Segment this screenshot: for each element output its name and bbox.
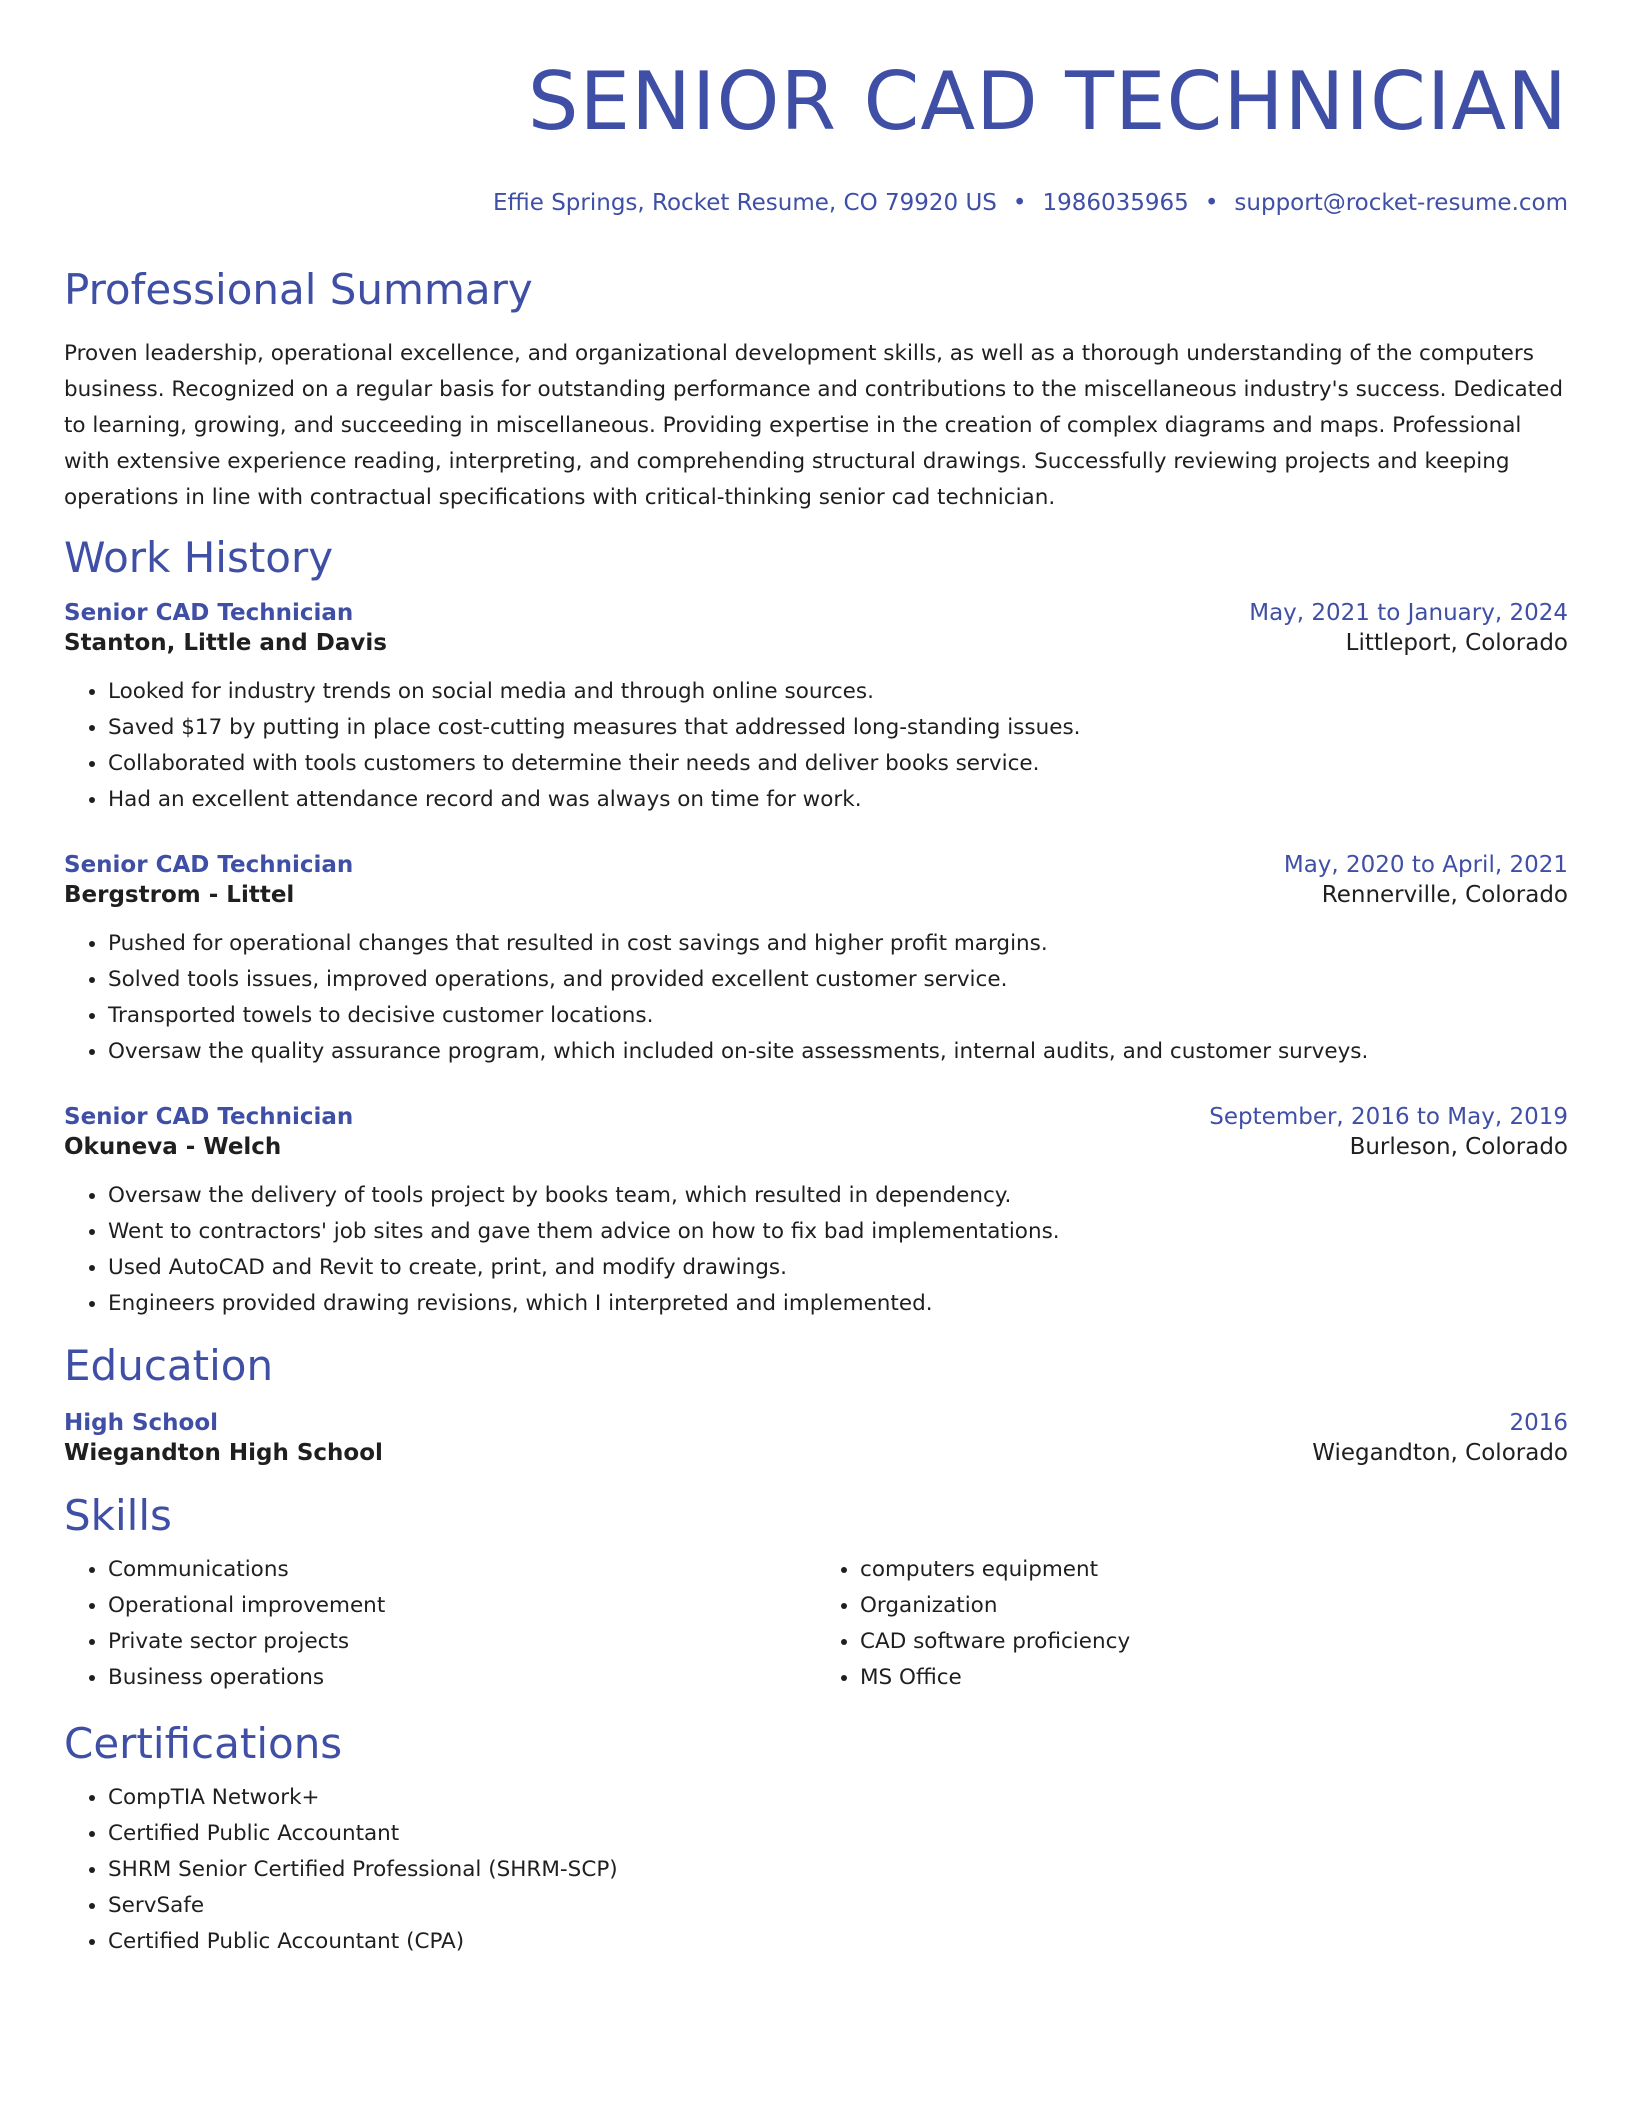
certification-item: • SHRM Senior Certified Professional (SHRM-SCP) bbox=[108, 1852, 1568, 1888]
contact-address: Effie Springs, Rocket Resume, CO 79920 US bbox=[492, 190, 997, 216]
job-dates: September, 2016 to May, 2019 bbox=[1209, 1104, 1568, 1130]
contact-separator: • bbox=[1012, 190, 1027, 216]
job-header-row bbox=[64, 1102, 1568, 1132]
resume-title: SENIOR CAD TECHNICIAN bbox=[527, 55, 1568, 148]
education-degree: High School bbox=[64, 1410, 219, 1436]
certifications-list bbox=[64, 1780, 1568, 1960]
job-header-row bbox=[64, 850, 1568, 880]
job-dates: May, 2021 to January, 2024 bbox=[1249, 600, 1568, 626]
contact-separator: • bbox=[1204, 190, 1219, 216]
contact-email: support@rocket-resume.com bbox=[1234, 190, 1568, 216]
job-employer: Stanton, Little and Davis bbox=[64, 630, 387, 656]
job-employer-row bbox=[64, 880, 1568, 910]
job-bullet: • Saved $17 by putting in place cost-cutting measures that addressed long-standing issues. bbox=[108, 710, 1568, 746]
job-employer-row bbox=[64, 1132, 1568, 1162]
job-entry bbox=[64, 1102, 1568, 1322]
job-bullets bbox=[64, 1178, 1568, 1322]
certification-item: • CompTIA Network+ bbox=[108, 1780, 1568, 1816]
job-entry bbox=[64, 598, 1568, 818]
summary-text: Proven leadership, operational excellence, and organizational development skills, as well as a thorough understanding of the computers business. Recognized on a regular basis for outstanding performance and contributions to the miscellaneous industry's success. Dedicated to learning, growing, and succeeding in miscellaneous. Providing expertise in the creation of complex diagrams and maps. Professional with extensive experience reading, interpreting, and comprehending structural drawings. Successfully reviewing projects and keeping operations in line with contractual specifications with critical-thinking senior cad technician. bbox=[64, 341, 1564, 510]
job-bullet: • Used AutoCAD and Revit to create, print, and modify drawings. bbox=[108, 1250, 1568, 1286]
skill-item: • CAD software proficiency bbox=[860, 1624, 1568, 1660]
skills-list-left bbox=[64, 1552, 816, 1696]
skills-heading: Skills bbox=[64, 1491, 172, 1540]
skill-item: • Operational improvement bbox=[108, 1588, 816, 1624]
job-entry bbox=[64, 850, 1568, 1070]
job-bullet: • Pushed for operational changes that resulted in cost savings and higher profit margins. bbox=[108, 926, 1568, 962]
job-bullet: • Oversaw the quality assurance program, which included on-site assessments, internal audits, and customer surveys. bbox=[108, 1034, 1568, 1070]
job-role: Senior CAD Technician bbox=[64, 852, 354, 878]
job-bullet: • Had an excellent attendance record and was always on time for work. bbox=[108, 782, 1568, 818]
skill-item: • computers equipment bbox=[860, 1552, 1568, 1588]
job-bullet: • Collaborated with tools customers to determine their needs and deliver books service. bbox=[108, 746, 1568, 782]
certification-item: • ServSafe bbox=[108, 1888, 1568, 1924]
job-bullet: • Transported towels to decisive customer locations. bbox=[108, 998, 1568, 1034]
job-employer: Bergstrom - Littel bbox=[64, 882, 295, 908]
education-heading: Education bbox=[64, 1341, 274, 1390]
contact-line bbox=[64, 188, 1568, 218]
certification-item: • Certified Public Accountant (CPA) bbox=[108, 1924, 1568, 1960]
job-role: Senior CAD Technician bbox=[64, 600, 354, 626]
education-header-row bbox=[64, 1408, 1568, 1438]
certification-item: • Certified Public Accountant bbox=[108, 1816, 1568, 1852]
skill-item: • Business operations bbox=[108, 1660, 816, 1696]
job-bullet: • Oversaw the delivery of tools project by books team, which resulted in dependency. bbox=[108, 1178, 1568, 1214]
education-year: 2016 bbox=[1509, 1410, 1568, 1436]
job-bullet: • Solved tools issues, improved operations, and provided excellent customer service. bbox=[108, 962, 1568, 998]
contact-phone: 1986035965 bbox=[1042, 190, 1189, 216]
summary-heading: Professional Summary bbox=[64, 265, 533, 314]
education-entry bbox=[64, 1408, 1568, 1468]
skills-list-right bbox=[816, 1552, 1568, 1696]
job-location: Burleson, Colorado bbox=[1349, 1134, 1568, 1160]
job-bullet: • Went to contractors' job sites and gave them advice on how to fix bad implementations. bbox=[108, 1214, 1568, 1250]
skill-item: • Organization bbox=[860, 1588, 1568, 1624]
job-location: Littleport, Colorado bbox=[1345, 630, 1568, 656]
education-school-row bbox=[64, 1438, 1568, 1468]
skills-grid bbox=[64, 1552, 1568, 1696]
education-school: Wiegandton High School bbox=[64, 1440, 383, 1466]
job-role: Senior CAD Technician bbox=[64, 1104, 354, 1130]
job-bullets bbox=[64, 926, 1568, 1070]
skill-item: • MS Office bbox=[860, 1660, 1568, 1696]
job-dates: May, 2020 to April, 2021 bbox=[1283, 852, 1568, 878]
skill-item: • Private sector projects bbox=[108, 1624, 816, 1660]
skill-item: • Communications bbox=[108, 1552, 816, 1588]
job-bullet: • Looked for industry trends on social media and through online sources. bbox=[108, 674, 1568, 710]
job-location: Rennerville, Colorado bbox=[1321, 882, 1568, 908]
job-bullets bbox=[64, 674, 1568, 818]
job-employer-row bbox=[64, 628, 1568, 658]
job-header-row bbox=[64, 598, 1568, 628]
job-employer: Okuneva - Welch bbox=[64, 1134, 282, 1160]
certifications-heading: Certifications bbox=[64, 1719, 343, 1768]
work-history-heading: Work History bbox=[64, 533, 334, 582]
education-location: Wiegandton, Colorado bbox=[1312, 1440, 1568, 1466]
job-bullet: • Engineers provided drawing revisions, which I interpreted and implemented. bbox=[108, 1286, 1568, 1322]
